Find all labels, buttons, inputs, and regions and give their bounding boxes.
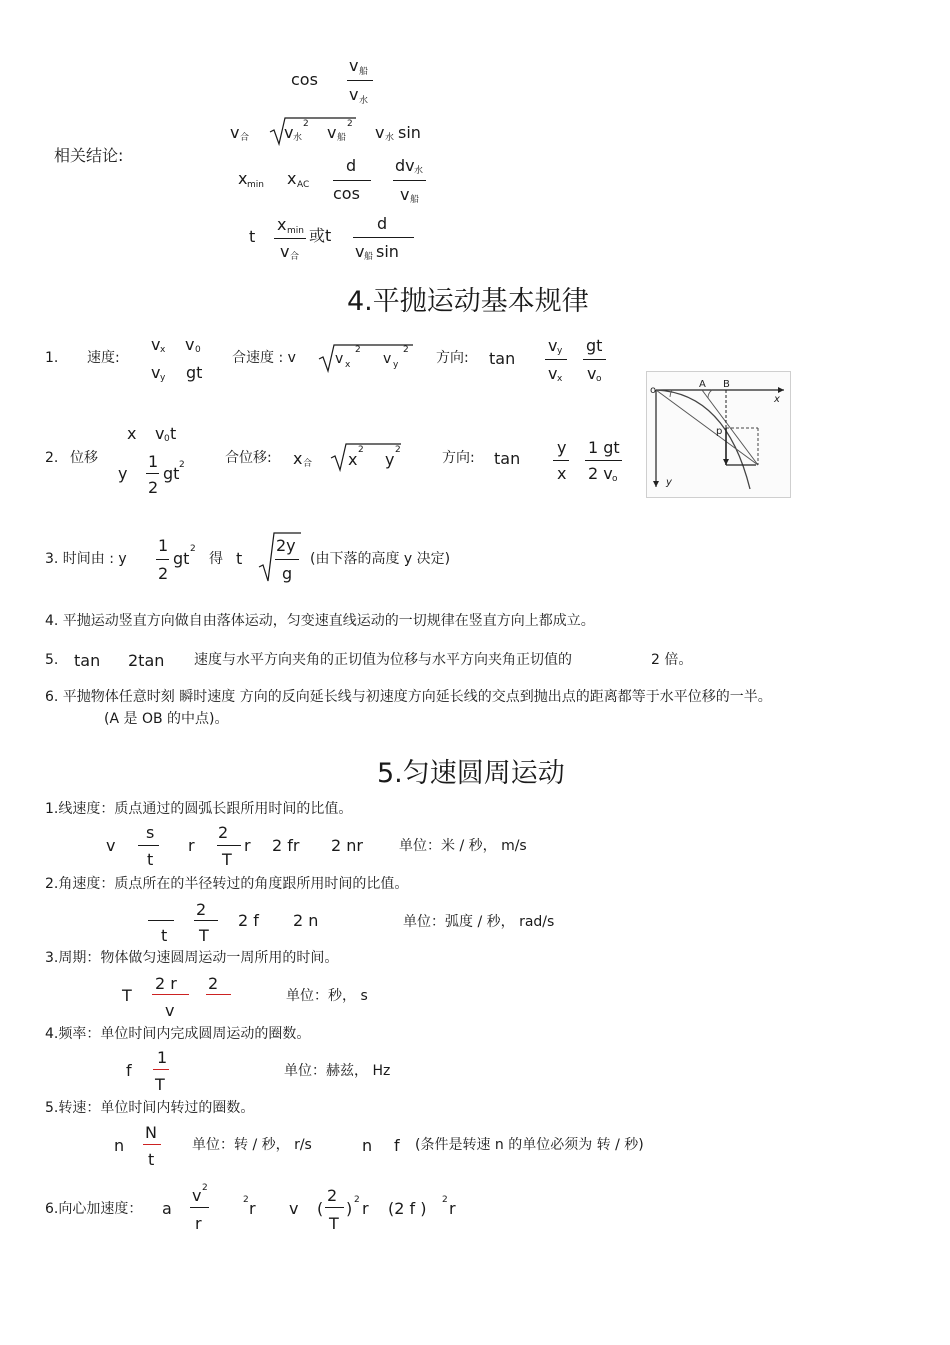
item-title: 5.转速：单位时间内转过的圈数。 <box>45 1100 255 1116</box>
fraction-bar <box>275 559 299 560</box>
r-var: r <box>188 836 195 855</box>
frac-den: v <box>349 85 359 104</box>
sub: 船 <box>337 133 347 143</box>
fraction-bar <box>156 559 169 560</box>
item-text: (A 是 OB 的中点)。 <box>104 711 229 727</box>
v-y: v <box>383 351 392 367</box>
n-var: n <box>114 1136 125 1155</box>
sup: 2 <box>303 119 309 129</box>
sub: 水 <box>293 133 303 143</box>
frac-num: 2 <box>196 900 207 919</box>
item-label: 速度: <box>87 350 120 366</box>
sub: min <box>247 180 264 190</box>
item-text: 速度与水平方向夹角的正切值为位移与水平方向夹角正切值的 <box>194 652 572 668</box>
expr: 2 n <box>293 911 319 930</box>
frac-num: 1 <box>148 452 159 471</box>
sub: 船 <box>364 252 374 262</box>
frac-den: 2 v <box>588 464 613 483</box>
frac-den: x <box>557 464 567 483</box>
sub: min <box>287 226 304 236</box>
sub: 合 <box>303 459 313 469</box>
item-number: 1. <box>45 350 59 366</box>
label-y: y <box>666 477 672 488</box>
sub: y <box>393 360 399 370</box>
item-note: (条件是转速 n 的单位必须为 转 / 秒) <box>415 1137 644 1153</box>
fraction-bar <box>347 80 373 81</box>
paren-open: ( <box>317 1199 324 1218</box>
frac-den: T <box>329 1214 339 1233</box>
fraction-bar <box>146 473 159 474</box>
f-var: f <box>126 1061 132 1080</box>
frac-num: 1 <box>158 536 169 555</box>
fraction-bar <box>274 238 306 239</box>
label-b: B <box>723 379 730 390</box>
frac-num: 1 gt <box>588 438 620 457</box>
sub: 水 <box>359 96 369 106</box>
sub: 水 <box>414 166 424 176</box>
fraction-bar <box>190 1207 209 1208</box>
fraction-bar <box>194 920 218 921</box>
frac-num: dv <box>395 156 415 175</box>
t-var: t <box>170 424 177 443</box>
cos-text: cos <box>291 70 318 89</box>
expr: (2 f ) <box>388 1199 427 1218</box>
T-var: T <box>122 986 132 1005</box>
section5-heading: 5.匀速圆周运动 <box>377 758 565 789</box>
sin-text: sin <box>398 123 421 142</box>
sup: 2 <box>202 1183 208 1193</box>
unit-text: 单位：弧度 / 秒， rad/s <box>403 914 555 930</box>
tan-text: tan <box>74 651 101 670</box>
sub: 0 <box>195 345 201 355</box>
fraction-bar <box>585 460 622 461</box>
v-var: v <box>289 1199 299 1218</box>
direction-label: 方向: <box>442 450 475 466</box>
r-var: r <box>249 1199 256 1218</box>
fraction-bar <box>152 994 189 995</box>
v-x: v <box>335 351 344 367</box>
expr: 2 fr <box>272 836 300 855</box>
fraction-bar <box>217 845 241 846</box>
section4-heading: 4.平抛运动基本规律 <box>347 286 589 317</box>
sup: 2 <box>403 345 409 355</box>
v-shui: v <box>375 123 385 142</box>
frac-num: 2 <box>218 823 229 842</box>
frac-den: v <box>165 1001 175 1020</box>
tan-text: tan <box>489 349 516 368</box>
sub: y <box>160 373 166 383</box>
sub: 船 <box>359 67 369 77</box>
item-4: 4. 平抛运动竖直方向做自由落体运动，匀变速直线运动的一切规律在竖直方向上都成立。 <box>45 613 595 629</box>
conclusion-label: 相关结论: <box>54 146 124 165</box>
item-note: (由下落的高度 y 决定) <box>310 551 451 567</box>
v-y: v <box>151 363 161 382</box>
resultant-displacement-label: 合位移: <box>225 450 272 466</box>
item-title: 6.向心加速度： <box>45 1201 143 1217</box>
label-p: p <box>716 426 723 437</box>
frac-num: 2 r <box>155 974 177 993</box>
sup: 2 <box>358 445 364 455</box>
unit-text: 单位：转 / 秒， r/s <box>192 1137 312 1153</box>
fraction-bar <box>353 237 414 238</box>
v-shui: v <box>284 123 294 142</box>
x-var: x <box>348 450 358 469</box>
frac-num: v <box>192 1186 202 1205</box>
frac-num: 2 <box>327 1186 338 1205</box>
t-var: t <box>236 549 243 568</box>
r-var: r <box>362 1199 369 1218</box>
label-o: o <box>650 385 657 396</box>
frac-den: 2 <box>158 564 169 583</box>
frac-num: v <box>548 336 558 355</box>
frac-den: T <box>199 926 209 945</box>
frac-den: g <box>282 564 293 583</box>
frac-den: T <box>222 850 232 869</box>
sup: 2 <box>190 544 196 554</box>
v0: v <box>155 424 165 443</box>
label-a: A <box>699 379 706 390</box>
x-he: x <box>293 449 303 468</box>
fraction-bar <box>333 180 371 181</box>
fraction-bar <box>148 920 174 921</box>
frac-num: 2y <box>276 536 296 555</box>
v-x: v <box>151 335 161 354</box>
sub: y <box>557 346 563 356</box>
direction-label: 方向: <box>436 350 469 366</box>
x-var: x <box>127 424 137 443</box>
y-var: y <box>118 464 128 483</box>
sub: o <box>612 474 618 484</box>
frac-num: gt <box>586 336 603 355</box>
frac-den: v <box>400 185 410 204</box>
item-text: 6. 平抛物体任意时刻 瞬时速度 方向的反向延长线与初速度方向延长线的交点到抛出点的距离都等于水平位移的一半。 <box>45 689 772 705</box>
frac-den: r <box>195 1214 202 1233</box>
gt: gt <box>186 363 203 382</box>
unit-text: 单位：秒， s <box>286 988 368 1004</box>
sub: 船 <box>410 195 420 205</box>
or-text: 或t <box>309 226 332 245</box>
frac-den: t <box>161 926 168 945</box>
sub: o <box>596 374 602 384</box>
sup: 2 <box>355 345 361 355</box>
sub: 0 <box>164 434 170 444</box>
item-number: 5. <box>45 652 59 668</box>
fraction-bar <box>545 359 567 360</box>
sup: 2 <box>179 460 185 470</box>
item-title: 3.周期：物体做匀速圆周运动一周所用的时间。 <box>45 950 339 966</box>
fraction-bar <box>393 180 426 181</box>
fraction-bar <box>325 1207 344 1208</box>
frac-den: cos <box>333 184 360 203</box>
r-var: r <box>449 1199 456 1218</box>
y-var: y <box>385 450 395 469</box>
sub: x <box>557 374 563 384</box>
sub: x <box>345 360 351 370</box>
x-min: x <box>238 169 248 188</box>
resultant-velocity-label: 合速度 : v <box>232 350 296 366</box>
sub: x <box>160 345 166 355</box>
f-var: f <box>394 1136 400 1155</box>
gt: gt <box>163 464 180 483</box>
fraction-bar <box>583 359 606 360</box>
frac-num: v <box>349 56 359 75</box>
unit-text: 单位：米 / 秒， m/s <box>399 838 527 854</box>
frac-num: d <box>346 156 357 175</box>
frac-num: s <box>146 823 155 842</box>
frac-num: 2 <box>208 974 219 993</box>
frac-den: 2 <box>148 478 159 497</box>
fraction-bar <box>138 845 159 846</box>
item-number: 2. <box>45 450 59 466</box>
projectile-diagram <box>646 371 792 499</box>
frac-num: d <box>377 214 388 233</box>
de-text: 得 <box>209 551 223 567</box>
fraction-bar <box>206 994 231 995</box>
sup: 2 <box>243 1195 249 1205</box>
frac-den: v <box>587 364 597 383</box>
frac-den: v <box>548 364 558 383</box>
frac-num: N <box>145 1123 157 1142</box>
paren-close: ) <box>346 1199 353 1218</box>
frac-den: t <box>147 850 154 869</box>
sup: 2 <box>442 1195 448 1205</box>
v-0: v <box>185 335 195 354</box>
fraction-bar <box>143 1144 161 1145</box>
sub: 合 <box>290 252 300 262</box>
sup: 2 <box>354 1195 360 1205</box>
unit-text: 单位：赫兹， Hz <box>284 1063 391 1079</box>
v-chuan: v <box>327 123 337 142</box>
item-title: 4.频率：单位时间内完成圆周运动的圈数。 <box>45 1026 311 1042</box>
sin-text: sin <box>376 242 399 261</box>
frac-num: x <box>277 215 287 234</box>
frac-den: t <box>148 1150 155 1169</box>
fraction-bar <box>553 460 569 461</box>
frac-num: y <box>557 438 567 457</box>
sup: 2 <box>347 119 353 129</box>
item-title: 1.线速度：质点通过的圆弧长跟所用时间的比值。 <box>45 801 353 817</box>
item-label: 位移 <box>70 450 98 466</box>
sub: AC <box>297 180 310 190</box>
frac-num: 1 <box>157 1048 168 1067</box>
item-text: 3. 时间由 : y <box>45 551 127 567</box>
t-var: t <box>249 227 256 246</box>
sub: 水 <box>385 133 395 143</box>
frac-den: v <box>280 242 290 261</box>
expr: 2 f <box>238 911 259 930</box>
v-var: v <box>106 836 116 855</box>
a-var: a <box>162 1199 172 1218</box>
item-text: 2 倍。 <box>651 652 693 668</box>
r-var: r <box>244 836 251 855</box>
tan-text: tan <box>494 449 521 468</box>
label-x: x <box>774 394 780 405</box>
sub: 合 <box>240 133 250 143</box>
gt: gt <box>173 549 190 568</box>
expr: 2 nr <box>331 836 363 855</box>
twotan-text: 2tan <box>128 651 165 670</box>
v-he: v <box>230 123 240 142</box>
frac-den: v <box>355 242 365 261</box>
frac-den: T <box>155 1075 165 1094</box>
n-var: n <box>362 1136 373 1155</box>
fraction-bar <box>153 1069 169 1070</box>
item-title: 2.角速度：质点所在的半径转过的角度跟所用时间的比值。 <box>45 876 409 892</box>
sup: 2 <box>395 445 401 455</box>
x-ac: x <box>287 169 297 188</box>
sqrt-sign <box>319 341 415 373</box>
